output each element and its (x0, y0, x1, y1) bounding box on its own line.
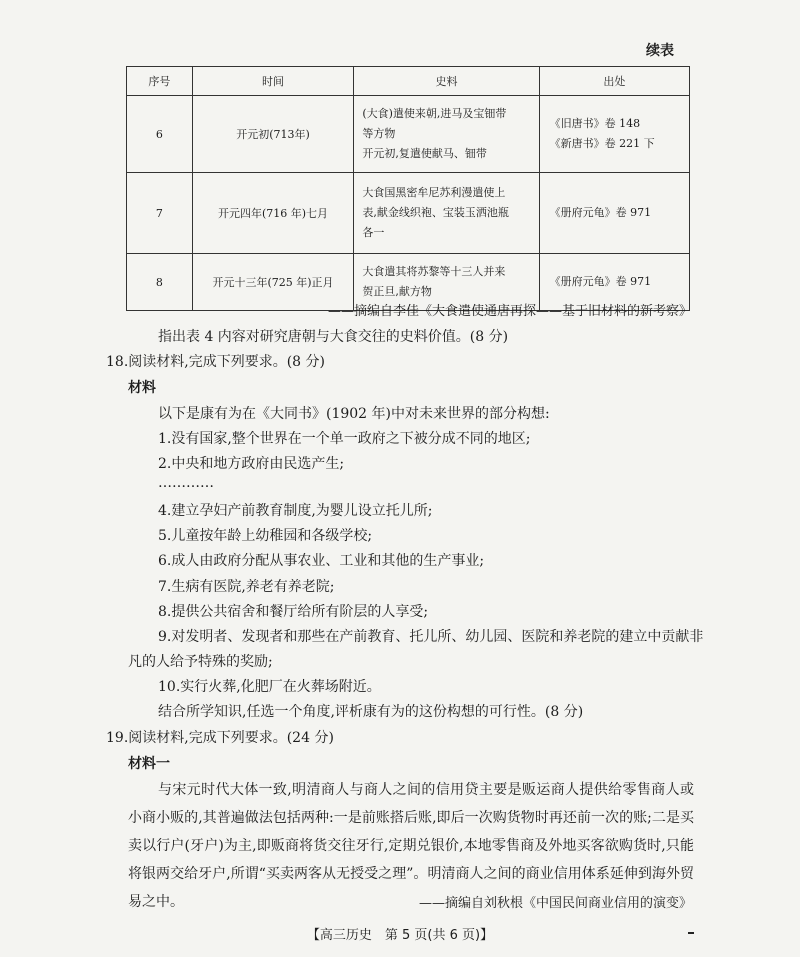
list-item: 8.提供公共宿舍和餐厅给所有阶层的人享受; (158, 604, 429, 620)
q18-task: 结合所学知识,任选一个角度,评析康有为的这份构想的可行性。(8 分) (158, 704, 584, 720)
table-row (127, 173, 690, 254)
list-item: 4.建立孕妇产前教育制度,为婴儿设立托儿所; (158, 503, 433, 519)
q19-source: ——摘编自刘秋根《中国民间商业信用的演变》 (418, 896, 692, 911)
header-source: 出处 (539, 67, 689, 96)
q19-material-label: 材料一 (128, 756, 170, 772)
material-line: 贺正旦,献方物 (362, 285, 432, 298)
table-header-row (127, 67, 690, 96)
source-line: 《新唐书》卷 221 下 (549, 137, 655, 150)
header-material: 史料 (354, 67, 539, 96)
material-line: 大食国黑密牟尼苏利漫遣使上 (362, 186, 506, 199)
list-item: 2.中央和地方政府由民选产生; (158, 456, 345, 472)
header-no: 序号 (127, 67, 193, 96)
material-line: 表,献金线织袍、宝装玉洒池瓶 (362, 206, 509, 219)
list-item: 7.生病有医院,养老有养老院; (158, 579, 335, 595)
list-item: 1.没有国家,整个世界在一个单一政府之下被分成不同的地区; (158, 431, 531, 447)
material-line: 大食遣其将苏黎等十三人并来 (362, 265, 506, 278)
material-line: 等方物 (362, 127, 396, 140)
source-line: 《旧唐书》卷 148 (549, 117, 641, 130)
row-time: 开元四年(716 年)七月 (192, 173, 354, 254)
q18-intro: 以下是康有为在《大同书》(1902 年)中对未来世界的部分构想: (158, 406, 550, 422)
list-item-continuation: 凡的人给予特殊的奖励; (128, 654, 273, 670)
row-no: 7 (127, 173, 193, 254)
row-time: 开元十三年(725 年)正月 (192, 254, 354, 311)
row-no: 8 (127, 254, 193, 311)
header-time: 时间 (192, 67, 354, 96)
row-time: 开元初(713年) (192, 96, 354, 173)
row-source (539, 96, 689, 173)
material-line: 开元初,复遣使献马、钿带 (362, 147, 487, 160)
list-item: 6.成人由政府分配从事农业、工业和其他的生产事业; (158, 553, 485, 569)
continued-label: 续表 (646, 43, 674, 59)
q19-material-paragraph: 与宋元时代大体一致,明清商人与商人之间的信用贷主要是贩运商人提供给零售商人或小商小贩的,其普遍做法包括两种:一是前账搭后账,即后一次购货物时再还前一次的账;二是买卖以行户(牙户)为主,即贩商将货交往牙行,定期兑银价,本地零售商及外地买客欲购货时,只能将银两交给牙户,所谓“买卖两客从无授受之理”。明清商人之间的商业信用体系延伸到海外贸易之中。 (128, 782, 694, 910)
table-row (127, 96, 690, 173)
q19-title: 19.阅读材料,完成下列要求。(24 分) (106, 730, 334, 746)
page-footer: 【高三历史 第 5 页(共 6 页)】 (306, 928, 494, 943)
material-line: 各一 (362, 226, 385, 239)
source-line: 《册府元龟》卷 971 (549, 275, 652, 288)
q18-material-label: 材料 (128, 380, 156, 396)
row-source (539, 173, 689, 254)
source-line: 《册府元龟》卷 971 (549, 206, 652, 219)
historical-sources-table (126, 66, 690, 311)
material-line: (大食)遣使来朝,进马及宝钿带 (362, 107, 507, 120)
row-material (354, 96, 539, 173)
row-material (354, 173, 539, 254)
row-no: 6 (127, 96, 193, 173)
q17-task: 指出表 4 内容对研究唐朝与大食交往的史料价值。(8 分) (158, 329, 509, 345)
table-caption: ——摘编自李佳《大食遣使通唐再探——基于旧材料的新考察》 (327, 304, 692, 319)
list-item: 9.对发明者、发现者和那些在产前教育、托儿所、幼儿园、医院和养老院的建立中贡献非 (158, 629, 704, 645)
corner-mark (688, 932, 694, 934)
ellipsis-line: ………… (158, 475, 214, 491)
list-item: 10.实行火葬,化肥厂在火葬场附近。 (158, 679, 381, 695)
list-item: 5.儿童按年龄上幼稚园和各级学校; (158, 528, 373, 544)
q18-title: 18.阅读材料,完成下列要求。(8 分) (106, 354, 325, 370)
